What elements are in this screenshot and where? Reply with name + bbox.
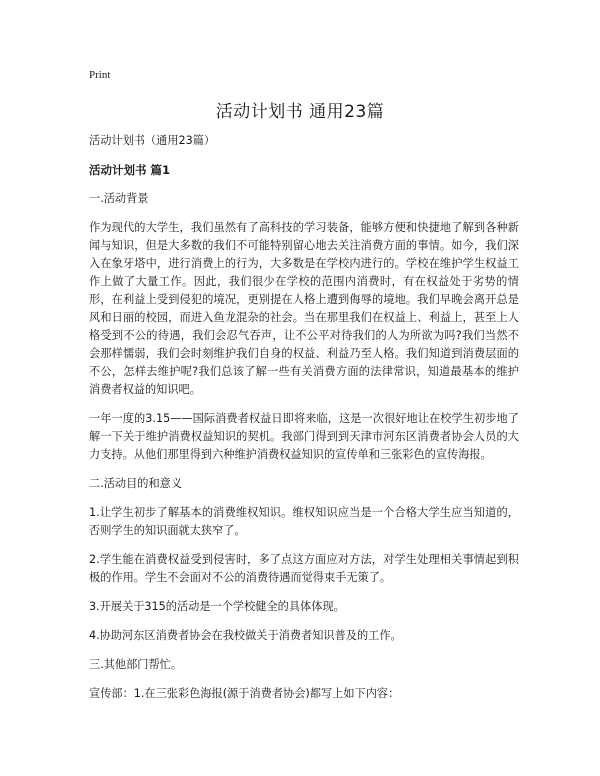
heading-background: 一.活动背景	[89, 192, 149, 205]
purpose-item-1: 1.让学生初步了解基本的消费维权知识。维权知识应当是一个合格大学生应当知道的，否则学生的知识面就太狭窄了。	[89, 506, 519, 537]
paragraph-background-1: 作为现代的大学生，我们虽然有了高科技的学习装备，能够方便和快捷地了解到各种新闻与知识，但是大多数的我们不可能特别留心地去关注消费方面的事情。如今，我们深入在象牙塔中，进行消费上的行为，大多数是在学校内进行的。学校在维护学生权益工作上做了大量工作。因此，我们很少在学校的范围内消费时，有在权益处于劣势的情形，在利益上受到侵犯的境况，更别提在人格上遭到侮辱的境地。我们早晚会离开总是风和日丽的校园，而进入鱼龙混杂的社会。当在那里我们在权益上、利益上，甚至上人格受到不公的待遇，我们会忍气吞声，让不公平对待我们的人为所欲为吗?我们当然不会那样懦弱，我们会时刻维护我们自身的权益、利益乃至人格。我们知道到消费层面的不公，怎样去维护呢?我们总该了解一些有关消费方面的法律常识，知道最基本的维护消费者权益的知识吧。	[89, 221, 519, 396]
purpose-item-3: 3.开展关于315的活动是一个学校健全的具体体现。	[89, 600, 345, 613]
document-subtitle: 活动计划书（通用23篇）	[89, 134, 216, 147]
heading-other: 三.其他部门帮忙。	[89, 658, 183, 671]
heading-purpose: 二.活动目的和意义	[89, 477, 183, 490]
purpose-item-4: 4.协助河东区消费者协会在我校做关于消费者知识普及的工作。	[89, 629, 402, 642]
section-title: 活动计划书 篇1	[89, 163, 171, 177]
document-body	[89, 132, 519, 714]
paragraph-background-2: 一年一度的3.15——国际消费者权益日即将来临，这是一次很好地让在校学生初步地了解一下关于维护消费权益知识的契机。我部门得到到天津市河东区消费者协会人员的大力支持。从他们那里得到六种维护消费权益知识的宣传单和三张彩色的宣传海报。	[89, 412, 519, 461]
purpose-item-2: 2.学生能在消费权益受到侵害时，多了点这方面应对方法，对学生处理相关事情起到积极的作用。学生不会面对不公的消费待遇而觉得束手无策了。	[89, 553, 519, 584]
publicity-line: 宣传部：1.在三张彩色海报(源于消费者协会)都写上如下内容：	[89, 687, 400, 700]
page-title: 活动计划书 通用23篇	[215, 102, 385, 122]
print-link[interactable]: Print	[89, 69, 111, 81]
